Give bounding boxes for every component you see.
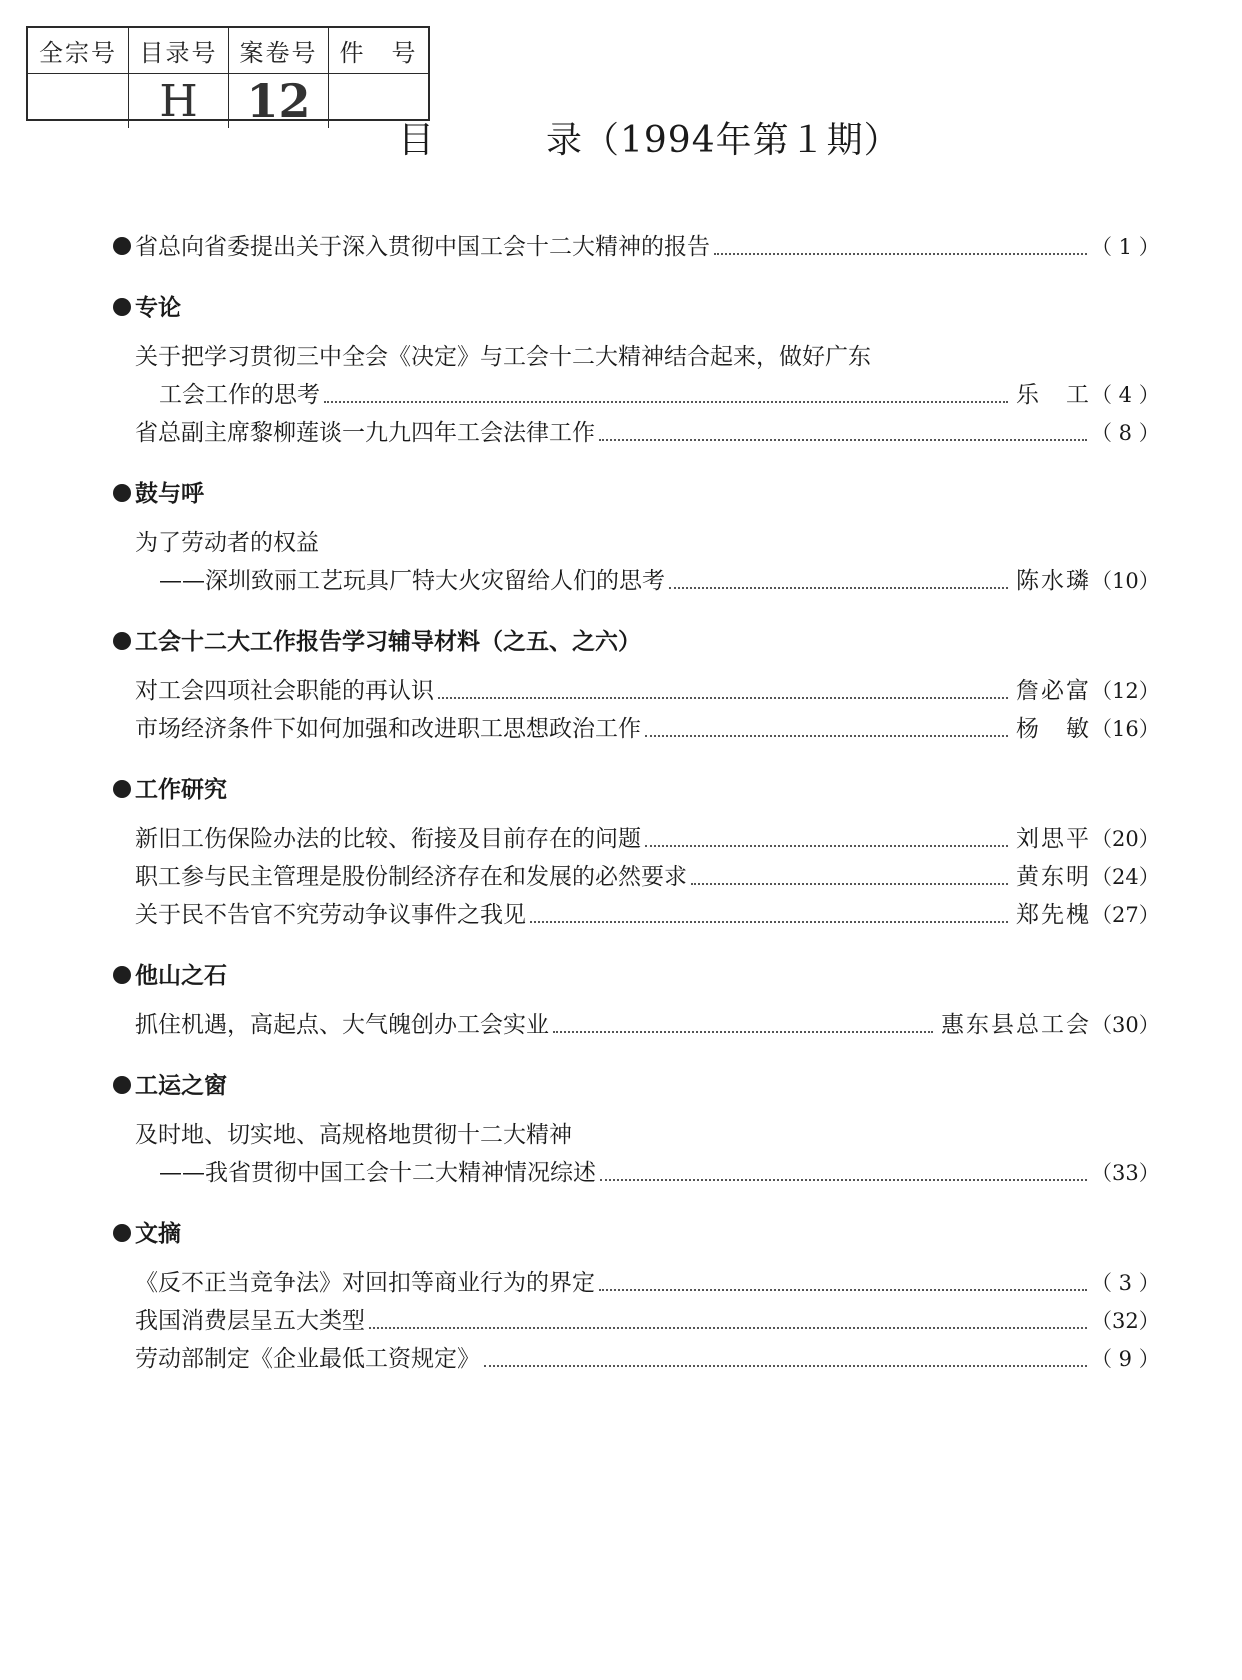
page-title: 目 录（1994年第１期）: [398, 120, 901, 161]
section-items: [113, 1006, 1160, 1044]
toc-entry[interactable]: [135, 896, 1160, 934]
entry-title-wrap: [113, 228, 710, 266]
entry-page: （27）: [1091, 903, 1160, 927]
section-title: 工会十二大工作报告学习辅导材料（之五、之六）: [135, 629, 641, 655]
leader-dots: [645, 725, 1008, 737]
entry-title-line: 为了劳动者的权益: [135, 530, 319, 556]
entry-title: 工会工作的思考: [159, 382, 320, 408]
section-title: 文摘: [135, 1221, 181, 1247]
section-title: 工作研究: [135, 777, 227, 803]
section-heading: [113, 770, 1153, 810]
leader-dots: [691, 873, 1008, 885]
section-heading: [113, 288, 1153, 328]
stamp-header: 件 号: [329, 28, 428, 74]
bullet-icon: [113, 1076, 131, 1094]
sections-container: [113, 288, 1160, 1378]
entry-title: 我国消费层呈五大类型: [135, 1308, 365, 1334]
entry-author: 刘思平: [1016, 826, 1091, 852]
entry-title: 抓住机遇，高起点、大气魄创办工会实业: [135, 1012, 549, 1038]
stamp-value: 12: [229, 74, 329, 128]
section-title: 工运之窗: [135, 1073, 227, 1099]
leader-dots: [645, 835, 1008, 847]
entry-page: （30）: [1091, 1013, 1160, 1037]
leader-dots: [599, 429, 1087, 441]
entry-page: （ 1 ）: [1091, 235, 1160, 259]
entry-author: 郑先槐: [1016, 902, 1091, 928]
entry-title: 新旧工伤保险办法的比较、衔接及目前存在的问题: [135, 826, 641, 852]
entry-page: （33）: [1091, 1161, 1160, 1185]
section-items: [113, 338, 1160, 452]
leader-dots: [369, 1317, 1087, 1329]
entry-author: 惠东县总工会: [941, 1012, 1091, 1038]
toc-entry[interactable]: [135, 820, 1160, 858]
section-title: 专论: [135, 295, 181, 321]
entry-title: 省总向省委提出关于深入贯彻中国工会十二大精神的报告: [135, 234, 710, 260]
entry-author: 黄东明: [1016, 864, 1091, 890]
section-items: [113, 1264, 1160, 1378]
entry-author: 陈水璘: [1016, 568, 1091, 594]
section-items: [113, 820, 1160, 934]
toc-entry-lead[interactable]: [113, 228, 1160, 266]
entry-title: 省总副主席黎柳莲谈一九九四年工会法律工作: [135, 420, 595, 446]
toc-entry[interactable]: [135, 1302, 1160, 1340]
toc-entry[interactable]: [135, 1006, 1160, 1044]
entry-page: （10）: [1091, 569, 1160, 593]
bullet-icon: [113, 237, 131, 255]
entry-page: （12）: [1091, 679, 1160, 703]
bullet-icon: [113, 780, 131, 798]
table-of-contents: [113, 228, 1160, 1378]
bullet-icon: [113, 298, 131, 316]
entry-title: 职工参与民主管理是股份制经济存在和发展的必然要求: [135, 864, 687, 890]
section-title: 他山之石: [135, 963, 227, 989]
entry-title-line: 关于把学习贯彻三中全会《决定》与工会十二大精神结合起来，做好广东: [135, 344, 871, 370]
entry-title: 《反不正当竞争法》对回扣等商业行为的界定: [135, 1270, 595, 1296]
entry-page: （ 4 ）: [1091, 383, 1160, 407]
entry-title-line: 及时地、切实地、高规格地贯彻十二大精神: [135, 1122, 572, 1148]
toc-entry[interactable]: [135, 710, 1160, 748]
entry-title: 劳动部制定《企业最低工资规定》: [135, 1346, 480, 1372]
leader-dots: [324, 391, 1008, 403]
section-title: 鼓与呼: [135, 481, 204, 507]
entry-author: 乐 工: [1016, 382, 1091, 408]
bullet-icon: [113, 966, 131, 984]
entry-page: （20）: [1091, 827, 1160, 851]
leader-dots: [714, 243, 1087, 255]
toc-entry[interactable]: [135, 562, 1160, 600]
entry-title: ——我省贯彻中国工会十二大精神情况综述: [159, 1160, 596, 1186]
stamp-header: 案卷号: [229, 28, 329, 74]
leader-dots: [438, 687, 1008, 699]
entry-page: （24）: [1091, 865, 1160, 889]
section-heading: [113, 1214, 1153, 1254]
section-heading: [113, 956, 1153, 996]
bullet-icon: [113, 484, 131, 502]
entry-title: 关于民不告官不究劳动争议事件之我见: [135, 902, 526, 928]
section-items: [113, 1116, 1160, 1192]
section-heading: [113, 474, 1153, 514]
entry-page: （ 8 ）: [1091, 421, 1160, 445]
toc-entry[interactable]: [135, 1340, 1160, 1378]
stamp-header: 目录号: [129, 28, 229, 74]
section-heading: [113, 622, 1153, 662]
stamp-value: [28, 74, 129, 128]
leader-dots: [553, 1021, 933, 1033]
leader-dots: [669, 577, 1008, 589]
toc-entry[interactable]: [135, 376, 1160, 414]
entry-author: 杨 敏: [1016, 716, 1091, 742]
entry-title: ——深圳致丽工艺玩具厂特大火灾留给人们的思考: [159, 568, 665, 594]
entry-page: （ 9 ）: [1091, 1347, 1160, 1371]
toc-entry[interactable]: [135, 672, 1160, 710]
toc-entry[interactable]: [135, 1264, 1160, 1302]
leader-dots: [600, 1169, 1087, 1181]
leader-dots: [530, 911, 1008, 923]
entry-title: 市场经济条件下如何加强和改进职工思想政治工作: [135, 716, 641, 742]
entry-author: 詹必富: [1016, 678, 1091, 704]
section-items: [113, 672, 1160, 748]
bullet-icon: [113, 632, 131, 650]
stamp-header: 全宗号: [28, 28, 129, 74]
toc-entry[interactable]: [135, 858, 1160, 896]
entry-title: 对工会四项社会职能的再认识: [135, 678, 434, 704]
toc-entry[interactable]: [135, 414, 1160, 452]
leader-dots: [599, 1279, 1087, 1291]
entry-page: （32）: [1091, 1309, 1160, 1333]
entry-page: （ 3 ）: [1091, 1271, 1160, 1295]
section-heading: [113, 1066, 1153, 1106]
bullet-icon: [113, 1224, 131, 1242]
section-items: [113, 524, 1160, 600]
stamp-value: H: [129, 74, 229, 128]
leader-dots: [484, 1355, 1087, 1367]
toc-entry[interactable]: [135, 1154, 1160, 1192]
archive-stamp: [26, 26, 430, 128]
entry-page: （16）: [1091, 717, 1160, 741]
